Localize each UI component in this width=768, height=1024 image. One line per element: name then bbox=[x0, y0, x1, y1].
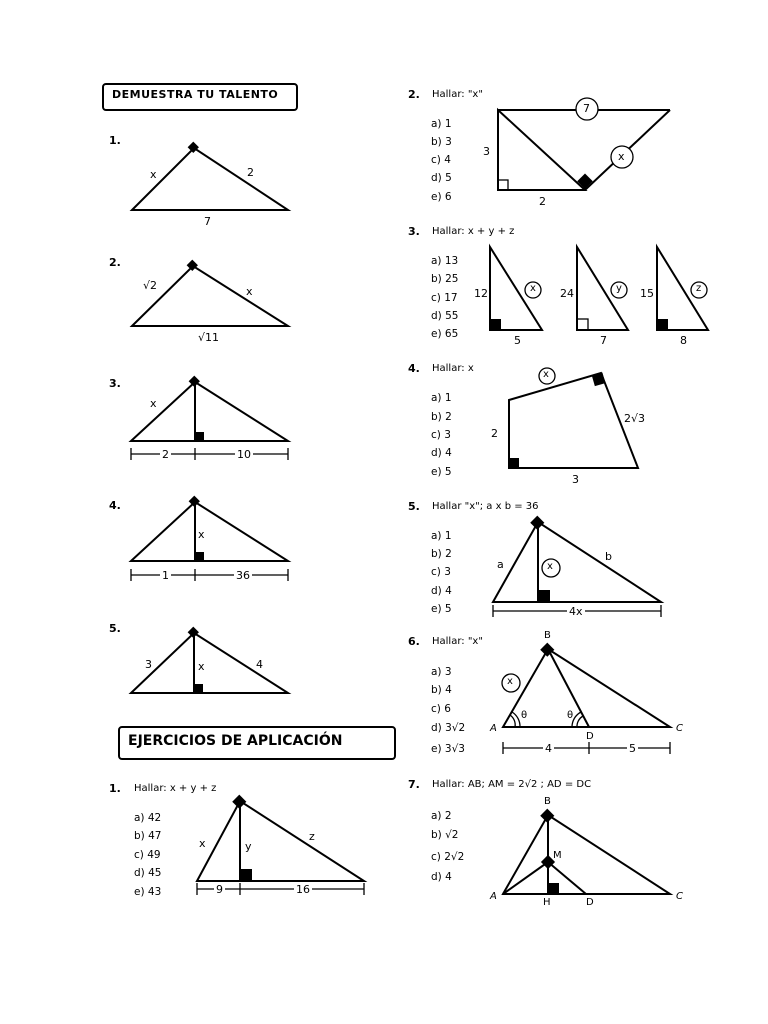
right-5-figure bbox=[493, 516, 661, 617]
talent-5-label-3: 3 bbox=[145, 658, 152, 671]
right-3-label-7: 7 bbox=[600, 334, 607, 347]
right-3-label-8: 8 bbox=[680, 334, 687, 347]
application-1-label-y: y bbox=[245, 840, 252, 853]
right-7-option-b: b) √2 bbox=[431, 829, 459, 841]
right-4-option-d: d) 4 bbox=[431, 447, 452, 459]
talent-4-number: 4. bbox=[109, 499, 121, 512]
right-2-option-d: d) 5 bbox=[431, 172, 452, 184]
right-2-option-a: a) 1 bbox=[431, 118, 452, 130]
right-5-option-e: e) 5 bbox=[431, 603, 452, 615]
right-5-number: 5. bbox=[408, 500, 420, 513]
right-4-label-3: 3 bbox=[572, 473, 579, 486]
right-7-option-c: c) 2√2 bbox=[431, 851, 465, 863]
talent-4-figure bbox=[131, 496, 288, 581]
application-1-option-d: d) 45 bbox=[134, 867, 162, 879]
right-2-label-7: 7 bbox=[583, 102, 590, 115]
right-6-label-D: D bbox=[586, 731, 594, 742]
right-4-figure bbox=[509, 368, 638, 468]
right-6-label-theta-2: θ bbox=[567, 710, 574, 721]
right-4-label-2root3: 2√3 bbox=[624, 412, 646, 425]
application-1-label-z: z bbox=[309, 830, 315, 843]
talent-2-number: 2. bbox=[109, 256, 121, 269]
right-3-label-15: 15 bbox=[640, 287, 654, 300]
talent-4-label-1: 1 bbox=[162, 569, 169, 582]
right-3-option-b: b) 25 bbox=[431, 273, 459, 285]
right-6-label-x: x bbox=[507, 676, 513, 687]
right-7-number: 7. bbox=[408, 778, 420, 791]
right-7-option-a: a) 2 bbox=[431, 810, 452, 822]
talent-5-figure bbox=[131, 627, 288, 693]
application-header-title: EJERCICIOS DE APLICACIÓN bbox=[128, 733, 343, 749]
right-7-label-C: C bbox=[676, 891, 683, 902]
right-3-label-z: z bbox=[696, 283, 702, 294]
right-6-label-B: B bbox=[544, 630, 551, 641]
right-6-number: 6. bbox=[408, 635, 420, 648]
right-6-label-A: A bbox=[490, 723, 497, 734]
right-2-prompt: Hallar: "x" bbox=[432, 89, 483, 100]
right-2-label-3: 3 bbox=[483, 145, 490, 158]
talent-5-number: 5. bbox=[109, 622, 121, 635]
right-5-option-d: d) 4 bbox=[431, 585, 452, 597]
application-header bbox=[118, 726, 396, 760]
talent-3-label-x: x bbox=[150, 397, 157, 410]
right-2-number: 2. bbox=[408, 88, 420, 101]
talent-3-label-10: 10 bbox=[237, 448, 251, 461]
right-2-option-e: e) 6 bbox=[431, 191, 452, 203]
talent-5-label-x: x bbox=[198, 660, 205, 673]
application-1-label-9: 9 bbox=[216, 883, 223, 896]
right-5-label-x: x bbox=[547, 561, 553, 572]
right-7-label-B: B bbox=[544, 796, 551, 807]
right-4-prompt: Hallar: x bbox=[432, 363, 474, 374]
application-1-figure bbox=[197, 795, 364, 895]
talent-4-label-36: 36 bbox=[236, 569, 250, 582]
right-7-option-d: d) 4 bbox=[431, 871, 452, 883]
right-4-option-a: a) 1 bbox=[431, 392, 452, 404]
application-1-prompt: Hallar: x + y + z bbox=[134, 783, 217, 794]
right-6-option-a: a) 3 bbox=[431, 666, 452, 678]
right-5-option-a: a) 1 bbox=[431, 530, 452, 542]
right-5-option-c: c) 3 bbox=[431, 566, 451, 578]
right-3-label-12: 12 bbox=[474, 287, 488, 300]
right-4-option-e: e) 5 bbox=[431, 466, 452, 478]
right-3-figure bbox=[490, 247, 708, 330]
right-2-option-c: c) 4 bbox=[431, 154, 451, 166]
right-3-option-c: c) 17 bbox=[431, 292, 458, 304]
talent-5-label-4: 4 bbox=[256, 658, 263, 671]
application-1-label-16: 16 bbox=[296, 883, 310, 896]
talent-1-label-2: 2 bbox=[247, 166, 254, 179]
right-6-option-e: e) 3√3 bbox=[431, 743, 465, 755]
application-1-option-a: a) 42 bbox=[134, 812, 162, 824]
right-6-prompt: Hallar: "x" bbox=[432, 636, 483, 647]
application-1-label-x: x bbox=[199, 837, 206, 850]
right-2-label-2: 2 bbox=[539, 195, 546, 208]
right-6-option-b: b) 4 bbox=[431, 684, 452, 696]
right-7-figure bbox=[503, 809, 670, 894]
right-7-prompt: Hallar: AB; AM = 2√2 ; AD = DC bbox=[432, 779, 592, 790]
right-6-label-5: 5 bbox=[629, 742, 636, 755]
talent-2-label-x: x bbox=[246, 285, 253, 298]
right-5-prompt: Hallar "x"; a x b = 36 bbox=[432, 501, 539, 512]
right-4-number: 4. bbox=[408, 362, 420, 375]
right-4-option-c: c) 3 bbox=[431, 429, 451, 441]
application-1-option-c: c) 49 bbox=[134, 849, 161, 861]
talent-3-figure bbox=[131, 376, 288, 460]
right-5-label-4x: 4x bbox=[569, 605, 583, 618]
right-2-option-b: b) 3 bbox=[431, 136, 452, 148]
right-7-label-D: D bbox=[586, 897, 594, 908]
right-4-label-x: x bbox=[543, 369, 549, 380]
right-5-label-a: a bbox=[497, 558, 504, 571]
right-6-label-C: C bbox=[676, 723, 683, 734]
talent-3-number: 3. bbox=[109, 377, 121, 390]
right-3-label-x: x bbox=[530, 283, 536, 294]
talent-4-label-x: x bbox=[198, 528, 205, 541]
right-6-label-theta-1: θ bbox=[521, 710, 528, 721]
right-3-number: 3. bbox=[408, 225, 420, 238]
application-1-option-b: b) 47 bbox=[134, 830, 162, 842]
right-6-label-4: 4 bbox=[545, 742, 552, 755]
right-3-option-a: a) 13 bbox=[431, 255, 459, 267]
talent-1-number: 1. bbox=[109, 134, 121, 147]
right-7-label-M: M bbox=[553, 850, 562, 861]
right-5-label-b: b bbox=[605, 550, 612, 563]
right-3-label-5: 5 bbox=[514, 334, 521, 347]
talent-2-label-root2: √2 bbox=[143, 279, 158, 292]
right-4-label-2: 2 bbox=[491, 427, 498, 440]
right-2-label-x: x bbox=[618, 150, 625, 163]
talent-1-label-7: 7 bbox=[204, 215, 211, 228]
talent-1-label-x: x bbox=[150, 168, 157, 181]
right-6-option-c: c) 6 bbox=[431, 703, 451, 715]
application-1-option-e: e) 43 bbox=[134, 886, 162, 898]
right-3-label-y: y bbox=[616, 283, 622, 294]
right-7-label-H: H bbox=[543, 897, 551, 908]
right-5-option-b: b) 2 bbox=[431, 548, 452, 560]
right-3-label-24: 24 bbox=[560, 287, 574, 300]
right-4-option-b: b) 2 bbox=[431, 411, 452, 423]
right-6-option-d: d) 3√2 bbox=[431, 722, 466, 734]
right-3-prompt: Hallar: x + y + z bbox=[432, 226, 515, 237]
right-7-label-A: A bbox=[490, 891, 497, 902]
talent-3-label-2: 2 bbox=[162, 448, 169, 461]
talent-2-label-root11: √11 bbox=[198, 331, 220, 344]
talent-header-title: DEMUESTRA TU TALENTO bbox=[112, 88, 279, 101]
talent-2-figure bbox=[132, 260, 288, 326]
right-3-option-e: e) 65 bbox=[431, 328, 459, 340]
talent-header bbox=[102, 83, 298, 111]
application-1-number: 1. bbox=[109, 782, 121, 795]
right-3-option-d: d) 55 bbox=[431, 310, 459, 322]
